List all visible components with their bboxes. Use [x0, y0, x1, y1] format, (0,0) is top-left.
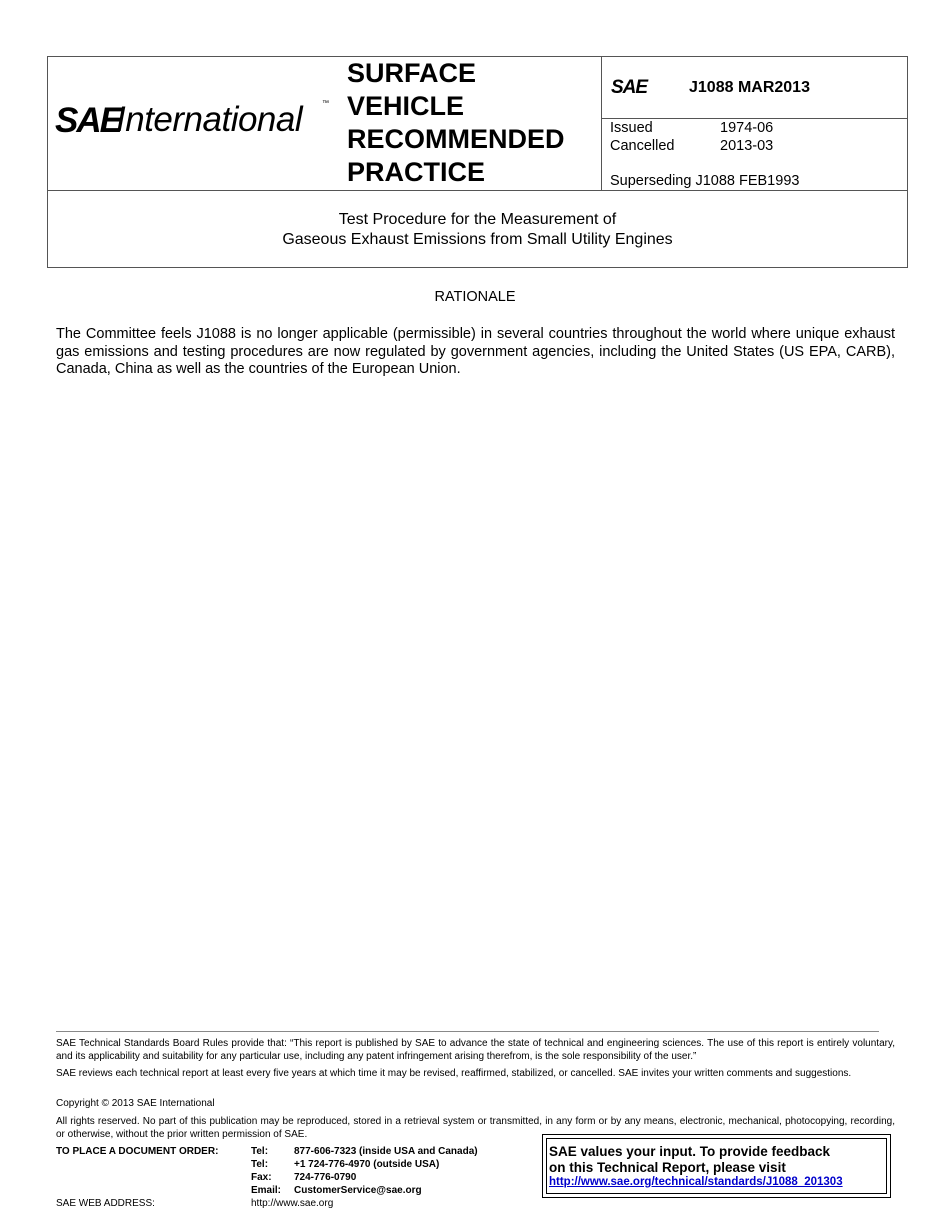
- footer-rule: [56, 1031, 879, 1032]
- document-type: [347, 57, 565, 189]
- header-box: [47, 56, 908, 268]
- issued-value: 1974-06: [720, 120, 774, 136]
- footer-rights-text: All rights reserved. No part of this publication may be reproduced, stored in a retrieval system or transmitted, in any form or by any means, electronic, mechanical, photocopying, recording, or otherwise, without the prior written permission of SAE.: [56, 1116, 895, 1140]
- contact-email[interactable]: CustomerService@sae.org: [294, 1185, 422, 1196]
- header-divider-vertical: [601, 57, 602, 190]
- sae-logo-wordmark: International: [116, 100, 303, 139]
- header-divider-right: [601, 118, 908, 119]
- order-label: TO PLACE A DOCUMENT ORDER:: [56, 1146, 219, 1157]
- doc-type-line: SURFACE: [347, 58, 477, 88]
- cancelled-value: 2013-03: [720, 138, 774, 154]
- sae-mini-logo: SAE: [611, 77, 648, 98]
- rationale-paragraph: The Committee feels J1088 is no longer applicable (permissible) in several countries throughout the world where unique exhaust gas emissions and testing procedures are now regulated by government agencies, including the United States (US EPA, CARB), Canada, China as well as the countries of the European Union.: [56, 326, 895, 377]
- contact-value: 877-606-7323 (inside USA and Canada): [294, 1146, 478, 1157]
- footer-review-text: SAE reviews each technical report at least every five years at which time it may be revised, reaffirmed, stabilized, or cancelled. SAE invites your written comments and suggestions.: [56, 1068, 852, 1079]
- web-address-link[interactable]: http://www.sae.org: [251, 1198, 334, 1209]
- web-address-label: SAE WEB ADDRESS:: [56, 1198, 155, 1209]
- superseding-note: Superseding J1088 FEB1993: [610, 173, 800, 189]
- contact-label: Email:: [251, 1185, 282, 1196]
- rationale-heading: RATIONALE: [434, 289, 516, 305]
- feedback-text-line-2: on this Technical Report, please visit: [549, 1160, 786, 1175]
- document-title-line-1: Test Procedure for the Measurement of: [338, 211, 617, 228]
- doc-type-line: PRACTICE: [347, 157, 486, 187]
- contact-value: +1 724-776-4970 (outside USA): [294, 1159, 440, 1170]
- trademark-symbol: ™: [322, 100, 329, 107]
- contact-label: Tel:: [251, 1146, 269, 1157]
- feedback-box: [542, 1134, 891, 1198]
- document-number: J1088 MAR2013: [689, 79, 810, 96]
- contact-label: Tel:: [251, 1159, 269, 1170]
- document-title-line-2: Gaseous Exhaust Emissions from Small Utility Engines: [282, 231, 673, 248]
- footer-copyright: Copyright © 2013 SAE International: [56, 1098, 215, 1109]
- sae-logo-mark: SAE: [55, 101, 121, 140]
- doc-type-line: RECOMMENDED: [347, 124, 565, 154]
- issued-label: Issued: [610, 120, 653, 136]
- contact-value: 724-776-0790: [294, 1172, 357, 1183]
- footer-rules-text: SAE Technical Standards Board Rules provide that: “This report is published by SAE to advance the state of technical and engineering sciences. The use of this report is entirely voluntary, and its applicability and suitability for any particular use, including any patent infringement arising therefrom, is the sole responsibility of the user.”: [56, 1038, 895, 1062]
- cancelled-label: Cancelled: [610, 138, 675, 154]
- feedback-text-line-1: SAE values your input. To provide feedback: [549, 1144, 831, 1159]
- feedback-link[interactable]: http://www.sae.org/technical/standards/J1088_201303: [549, 1176, 843, 1188]
- header-divider-horizontal: [48, 190, 907, 191]
- contact-label: Fax:: [251, 1172, 272, 1183]
- doc-type-line: VEHICLE: [347, 91, 465, 121]
